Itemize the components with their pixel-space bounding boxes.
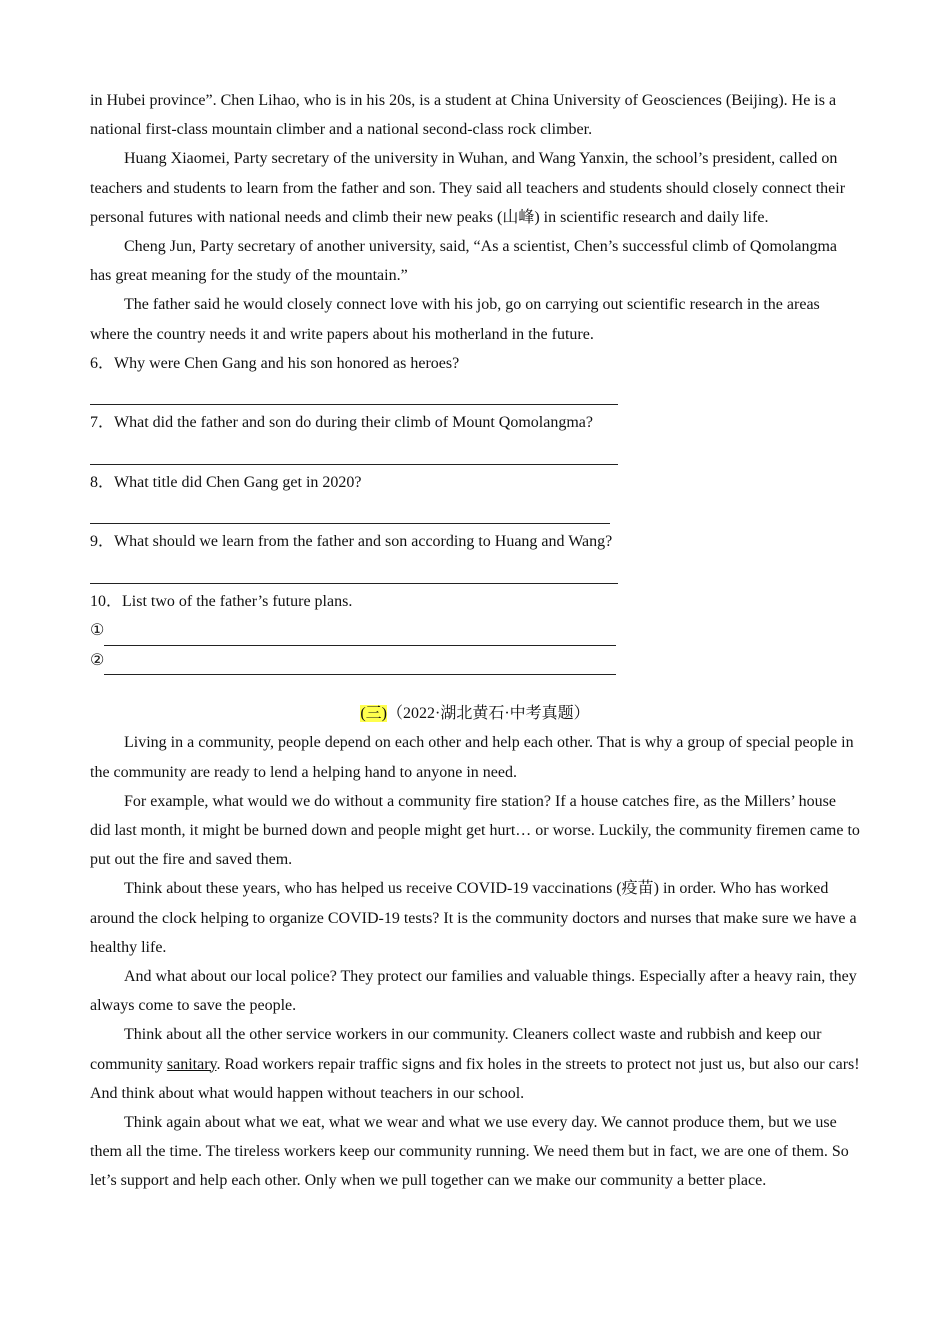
question-10: 10．List two of the father’s future plans. <box>90 592 353 610</box>
question-7: 7．What did the father and son do during their climb of Mount Qomolangma? <box>90 414 594 432</box>
question-8: 8．What title did Chen Gang get in 2020? <box>90 473 362 491</box>
document-page <box>90 86 860 1196</box>
answer-line-9[interactable] <box>90 557 860 587</box>
answer-line-10-2[interactable] <box>90 646 860 676</box>
section3-paragraph-2: For example, what would we do without a community fire station? If a house catches fire, as the Millers’ house did last month, it might be burned down and people might get hurt… or worse. Luckily, the community firemen came to put out the fire and saved them. <box>90 792 860 869</box>
passage-paragraph-4: The father said he would closely connect love with his job, go on carrying out scientific research in the areas where the country needs it and write papers about his motherland in the future. <box>90 296 820 343</box>
section3-paragraph-5 <box>90 1020 860 1108</box>
passage-paragraph-2: Huang Xiaomei, Party secretary of the university in Wuhan, and Wang Yanxin, the school’s president, called on teachers and students to learn from the father and son. They said all teachers and students should closely connect their personal futures with national needs and climb their new peaks (山峰) in scientific research and daily life. <box>90 150 846 226</box>
section3-paragraph-6: Think again about what we eat, what we wear and what we use every day. We cannot produce them, but we use them all the time. The tireless workers keep our community running. We need them but in fact, we are one of them. So let’s support and help each other. Only when we pull together can we make our community a better place. <box>90 1113 849 1190</box>
passage-paragraph-3: Cheng Jun, Party secretary of another university, said, “As a scientist, Chen’s successful climb of Qomolangma has great meaning for the study of the mountain.” <box>90 238 838 285</box>
circled-number-2: ② <box>90 651 105 669</box>
answer-line-10-1[interactable] <box>90 616 860 646</box>
underlined-word: sanitary <box>166 1055 217 1073</box>
question-9: 9．What should we learn from the father and son according to Huang and Wang? <box>90 533 613 551</box>
section-heading <box>90 699 860 728</box>
paragraph-5-text-end: . Road workers repair traffic signs and fix holes in the streets to protect not just us, but also our cars! And think about what would happen without teachers in our school. <box>90 1055 860 1102</box>
passage-paragraph-1: in Hubei province”. Chen Lihao, who is in his 20s, is a student at China University of Geosciences (Beijing). He is a national first-class mountain climber and a national second-class rock climber. <box>90 92 837 139</box>
answer-line-8[interactable] <box>90 497 860 527</box>
answer-line-6[interactable] <box>90 378 860 408</box>
question-6: 6．Why were Chen Gang and his son honored as heroes? <box>90 354 460 372</box>
section-source: （2022·湖北黄石·中考真题） <box>387 705 590 723</box>
section3-paragraph-4: And what about our local police? They protect our families and valuable things. Especially after a heavy rain, they always come to save the people. <box>90 967 857 1015</box>
section3-paragraph-1: Living in a community, people depend on each other and help each other. That is why a group of special people in the community are ready to lend a helping hand to anyone in need. <box>90 734 854 781</box>
paragraph-5-text-start: Think about all the other service workers in our community. Cleaners collect waste and rubbish and keep our community <box>90 1026 822 1073</box>
section-number: (三) <box>360 705 387 723</box>
section3-paragraph-3: Think about these years, who has helped us receive COVID-19 vaccinations (疫苗) in order. Who has worked around the clock helping to organize COVID-19 tests? It is the community doctors and nurses that make sure we have a healthy life. <box>90 880 857 956</box>
answer-line-7[interactable] <box>90 438 860 468</box>
circled-number-1: ① <box>90 622 105 640</box>
